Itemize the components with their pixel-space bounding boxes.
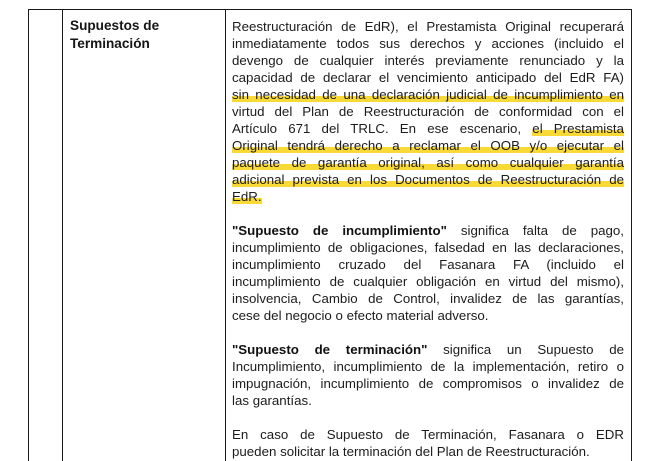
text-line (232, 273, 624, 290)
text-segment: capacidad de declarar el vencimiento anticipado del EdR FA) (232, 70, 624, 85)
highlighted-text-segment: Original tendrá derecho a reclamar el OOB y/o ejecutar el (232, 138, 624, 153)
text-line (232, 120, 624, 137)
paragraph (232, 341, 624, 409)
text-segment: significa un Supuesto de (427, 342, 624, 357)
text-line (232, 171, 624, 188)
text-line (232, 69, 624, 86)
text-segment: incumplimiento cruzado del Fasanara FA (incluido el (232, 257, 624, 272)
text-line (232, 375, 624, 392)
text-segment: cese del negocio o efecto material adverso. (232, 308, 489, 323)
highlighted-text-segment: adicional prevista en los Documentos de Reestructuración de (232, 172, 624, 187)
row-body-cell (226, 10, 631, 461)
text-line (232, 307, 624, 324)
text-line (232, 188, 624, 205)
text-segment: insolvencia, Cambio de Control, invalidez de las garantías, (232, 291, 624, 306)
highlighted-text-segment: el Prestamista (532, 121, 624, 136)
highlighted-text-segment: sin necesidad de una declaración judicial de incumplimiento en (232, 87, 624, 102)
text-line (232, 35, 624, 52)
text-line (232, 18, 624, 35)
paragraph (232, 18, 624, 205)
document-table (28, 9, 632, 461)
paragraph (232, 222, 624, 324)
row-label-cell (63, 10, 226, 461)
text-segment: devengo de cualquier interés previamente renunciado y la (232, 53, 624, 68)
text-segment: inmediatamente todos sus derechos y acciones (incluido el (232, 36, 624, 51)
text-segment: incumplimiento de cualquier obligación en virtud del mismo), (232, 274, 624, 289)
highlighted-text-segment: EdR. (232, 189, 262, 204)
text-line (232, 222, 624, 239)
text-segment: incumplimiento de obligaciones, falsedad en las declaraciones, (232, 240, 624, 255)
paragraph (232, 426, 624, 460)
text-line (232, 392, 624, 409)
highlighted-text-segment: paquete de garantía original, así como cualquier garantía (232, 155, 624, 170)
text-line (232, 341, 624, 358)
bold-term: "Supuesto de incumplimiento" (232, 223, 447, 238)
text-segment: Incumplimiento, incumplimiento de la implementación, retiro o (232, 359, 624, 374)
text-line (232, 443, 624, 460)
text-line (232, 239, 624, 256)
text-line (232, 154, 624, 171)
text-line (232, 103, 624, 120)
text-segment: las garantías. (232, 393, 312, 408)
row-number-cell (29, 10, 63, 461)
text-line (232, 358, 624, 375)
text-line (232, 52, 624, 69)
text-segment: virtud del Plan de Reestructuración de conformidad con el (232, 104, 624, 119)
text-line (232, 256, 624, 273)
text-segment: Reestructuración de EdR), el Prestamista Original recuperará (232, 19, 624, 34)
text-line (232, 137, 624, 154)
text-segment: significa falta de pago, (446, 223, 624, 238)
bold-term: "Supuesto de terminación" (232, 342, 428, 357)
text-segment: pueden solicitar la terminación del Plan de Reestructuración. (232, 444, 590, 459)
text-line (232, 290, 624, 307)
text-segment: Artículo 671 del TRLC. En ese escenario, (232, 121, 533, 136)
text-segment: En caso de Supuesto de Terminación, Fasanara o EDR (232, 427, 624, 442)
row-label: Supuestos de Terminación (70, 18, 160, 51)
text-segment: impugnación, incumplimiento de compromisos o invalidez de (232, 376, 624, 391)
text-line (232, 426, 624, 443)
text-line (232, 86, 624, 103)
